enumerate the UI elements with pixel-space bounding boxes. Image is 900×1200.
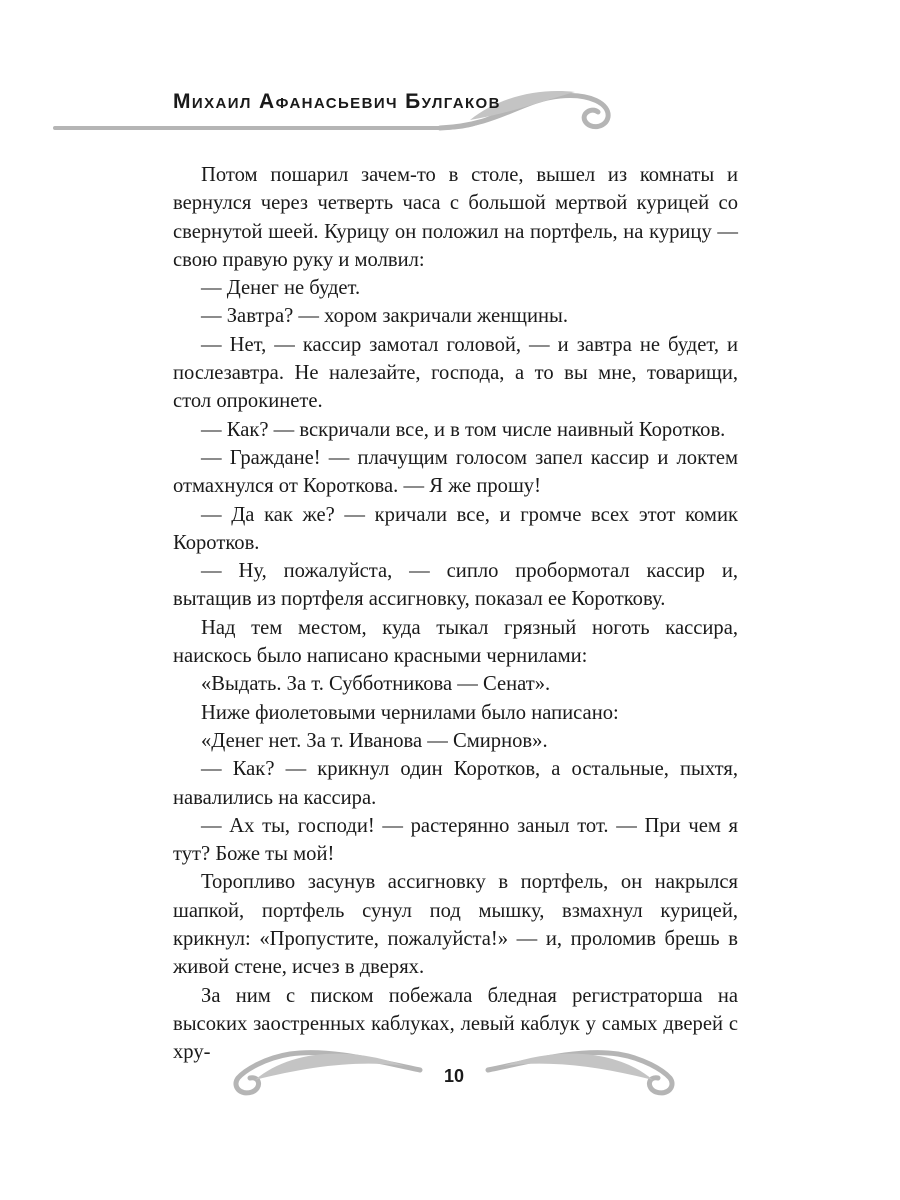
paragraph: «Выдать. За т. Субботникова — Сенат». [201,673,551,696]
header-flourish [0,0,900,140]
paragraph: — Да как же? — кричали все, и громче всех этот комик Коротков. [173,503,738,554]
running-header-author: Михаил Афанасьевич Булгаков [173,90,501,113]
paragraph: Над тем местом, куда тыкал грязный ноготь кассира, наискось было написано красными чернилами: [173,616,738,668]
paragraph: За ним с писком побежала бледная регистраторша на высоких заостренных каблуках, левый каблук у самых дверей с хру- [173,984,738,1064]
page-number: 10 [443,1066,465,1086]
paragraph: — Ах ты, господи! — растерянно заныл тот. — При чем я тут? Боже ты мой! [173,814,738,866]
paragraph: Торопливо засунув ассигновку в портфель, он накрылся шапкой, портфель сунул под мышку, взмахнул курицей, крикнул: «Пропустите, пожалуйста!» — и, проломив брешь в живой стене, исчез в дверях. [173,871,738,979]
page-body [173,161,738,1067]
paragraph: Ниже фиолетовыми чернилами было написано: [201,701,619,724]
paragraph: — Как? — крикнул один Коротков, а остальные, пыхтя, навалились на кассира. [173,758,738,809]
paragraph: — Ну, пожалуйста, — сипло пробормотал кассир и, вытащив из портфеля ассигновку, показал ее Короткову. [173,560,738,611]
paragraph: — Нет, — кассир замотал головой, — и завтра не будет, и послезавтра. Не налезайте, господа, а то вы мне, товарищи, стол опрокинете. [173,333,738,413]
paragraph: «Денег нет. За т. Иванова — Смирнов». [201,729,548,752]
header-rule [55,114,500,128]
paragraph: — Как? — вскричали все, и в том числе наивный Коротков. [201,418,726,441]
paragraph: — Граждане! — плачущим голосом запел кассир и локтем отмахнулся от Короткова. — Я же прошу! [173,446,738,498]
paragraph: — Завтра? — хором закричали женщины. [201,305,569,328]
paragraph: Потом пошарил зачем-то в столе, вышел из комнаты и вернулся через четверть часа с большой мертвой курицей со свернутой шеей. Курицу он положил на портфель, на курицу — свою правую руку и молвил: [173,164,738,271]
paragraph: — Денег не будет. [201,277,361,300]
